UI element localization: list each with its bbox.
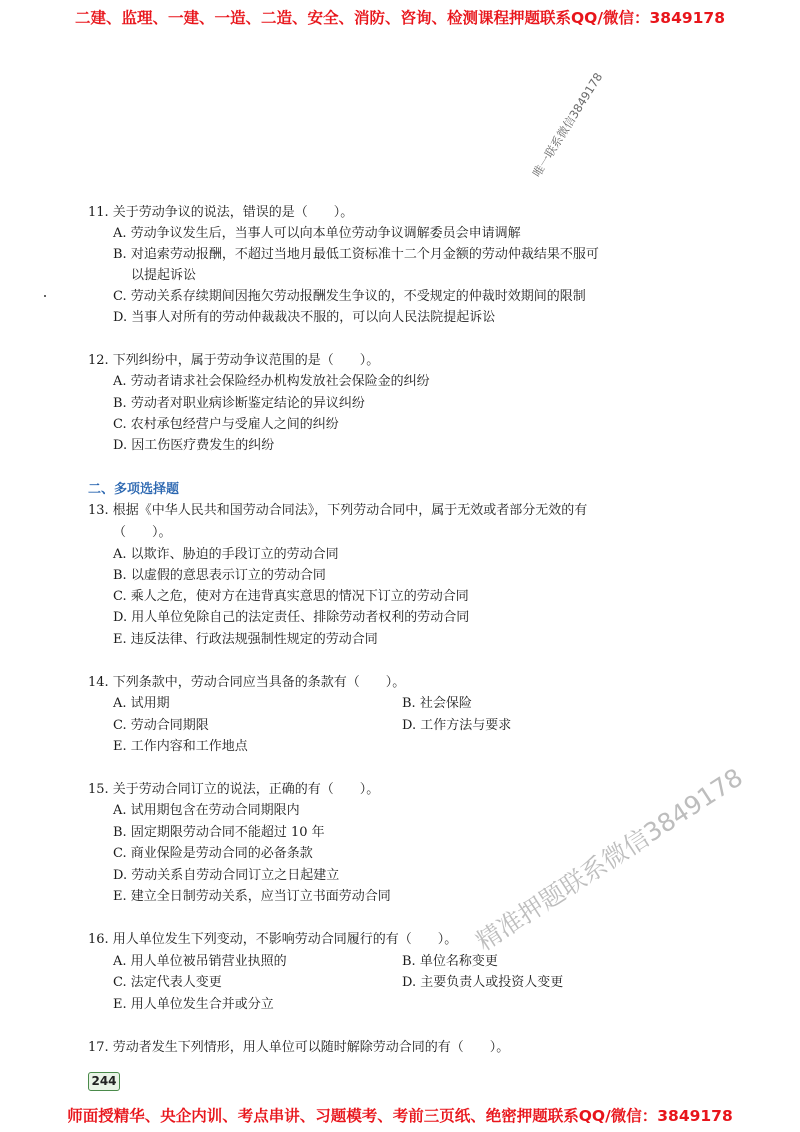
question-15-option-a: A. 试用期包含在劳动合同期限内 xyxy=(113,803,300,818)
question-14-stem: 14. 下列条款中，劳动合同应当具备的条款有（ ）。 xyxy=(88,675,406,690)
question-12-option-a: A. 劳动者请求社会保险经办机构发放社会保险金的纠纷 xyxy=(113,374,430,389)
question-12-option-c: C. 农村承包经营户与受雇人之间的纠纷 xyxy=(113,417,339,432)
question-13-stem: 13. 根据《中华人民共和国劳动合同法》，下列劳动合同中，属于无效或者部分无效的有 xyxy=(88,503,588,518)
question-13-option-d: D. 用人单位免除自己的法定责任、排除劳动者权利的劳动合同 xyxy=(113,610,470,625)
footer-banner: 师面授精华、央企内训、考点串讲、习题模考、考前三页纸、绝密押题联系QQ/微信：3849178 xyxy=(67,1107,733,1125)
question-11-stem: 11. 关于劳动争议的说法，错误的是（ ）。 xyxy=(88,205,354,220)
question-13-option-b: B. 以虚假的意思表示订立的劳动合同 xyxy=(113,568,326,583)
question-12-option-d: D. 因工伤医疗费发生的纠纷 xyxy=(113,438,275,453)
watermark-middle: 精准押题联系微信3849178 xyxy=(470,762,748,957)
question-16-option-a: A. 用人单位被吊销营业执照的 xyxy=(113,954,287,969)
question-14-option-b: B. 社会保险 xyxy=(402,696,472,711)
question-14-option-c: C. 劳动合同期限 xyxy=(113,718,209,733)
question-15-option-b: B. 固定期限劳动合同不能超过 10 年 xyxy=(113,825,325,840)
question-12-stem: 12. 下列纠纷中，属于劳动争议范围的是（ ）。 xyxy=(88,353,380,368)
question-14-option-a: A. 试用期 xyxy=(113,696,170,711)
question-13-option-a: A. 以欺诈、胁迫的手段订立的劳动合同 xyxy=(113,547,339,562)
question-17-stem: 17. 劳动者发生下列情形，用人单位可以随时解除劳动合同的有（ ）。 xyxy=(88,1040,510,1055)
question-12-option-b: B. 劳动者对职业病诊断鉴定结论的异议纠纷 xyxy=(113,396,365,411)
question-11-option-b: B. 对追索劳动报酬，不超过当地月最低工资标准十二个月金额的劳动仲裁结果不服可 xyxy=(113,247,599,262)
question-16-option-e: E. 用人单位发生合并或分立 xyxy=(113,997,274,1012)
question-14-option-d: D. 工作方法与要求 xyxy=(402,718,512,733)
question-13-stem-continued: （ ）。 xyxy=(113,525,172,540)
question-11-option-a: A. 劳动争议发生后，当事人可以向本单位劳动争议调解委员会申请调解 xyxy=(113,226,521,241)
section-title-multiple-choice: 二、多项选择题 xyxy=(88,482,180,497)
question-15-option-c: C. 商业保险是劳动合同的必备条款 xyxy=(113,846,313,861)
question-16-stem: 16. 用人单位发生下列变动，不影响劳动合同履行的有（ ）。 xyxy=(88,932,458,947)
question-14-option-e: E. 工作内容和工作地点 xyxy=(113,739,248,754)
question-15-option-e: E. 建立全日制劳动关系，应当订立书面劳动合同 xyxy=(113,889,391,904)
page-number: 244 xyxy=(88,1072,120,1091)
question-16-option-c: C. 法定代表人变更 xyxy=(113,975,222,990)
watermark-top: 唯一联系微信3849178 xyxy=(529,70,606,180)
question-11-option-b-continued: 以提起诉讼 xyxy=(131,268,197,283)
question-13-option-c: C. 乘人之危，使对方在违背真实意思的情况下订立的劳动合同 xyxy=(113,589,469,604)
question-16-option-b: B. 单位名称变更 xyxy=(402,954,498,969)
header-banner: 二建、监理、一建、一造、二造、安全、消防、咨询、检测课程押题联系QQ/微信：3849178 xyxy=(74,9,725,27)
margin-dot xyxy=(44,295,46,297)
question-13-option-e: E. 违反法律、行政法规强制性规定的劳动合同 xyxy=(113,632,378,647)
question-15-stem: 15. 关于劳动合同订立的说法，正确的有（ ）。 xyxy=(88,782,380,797)
question-11-option-c: C. 劳动关系存续期间因拖欠劳动报酬发生争议的，不受规定的仲裁时效期间的限制 xyxy=(113,289,586,304)
question-11-option-d: D. 当事人对所有的劳动仲裁裁决不服的，可以向人民法院提起诉讼 xyxy=(113,310,496,325)
question-15-option-d: D. 劳动关系自劳动合同订立之日起建立 xyxy=(113,868,340,883)
question-16-option-d: D. 主要负责人或投资人变更 xyxy=(402,975,564,990)
